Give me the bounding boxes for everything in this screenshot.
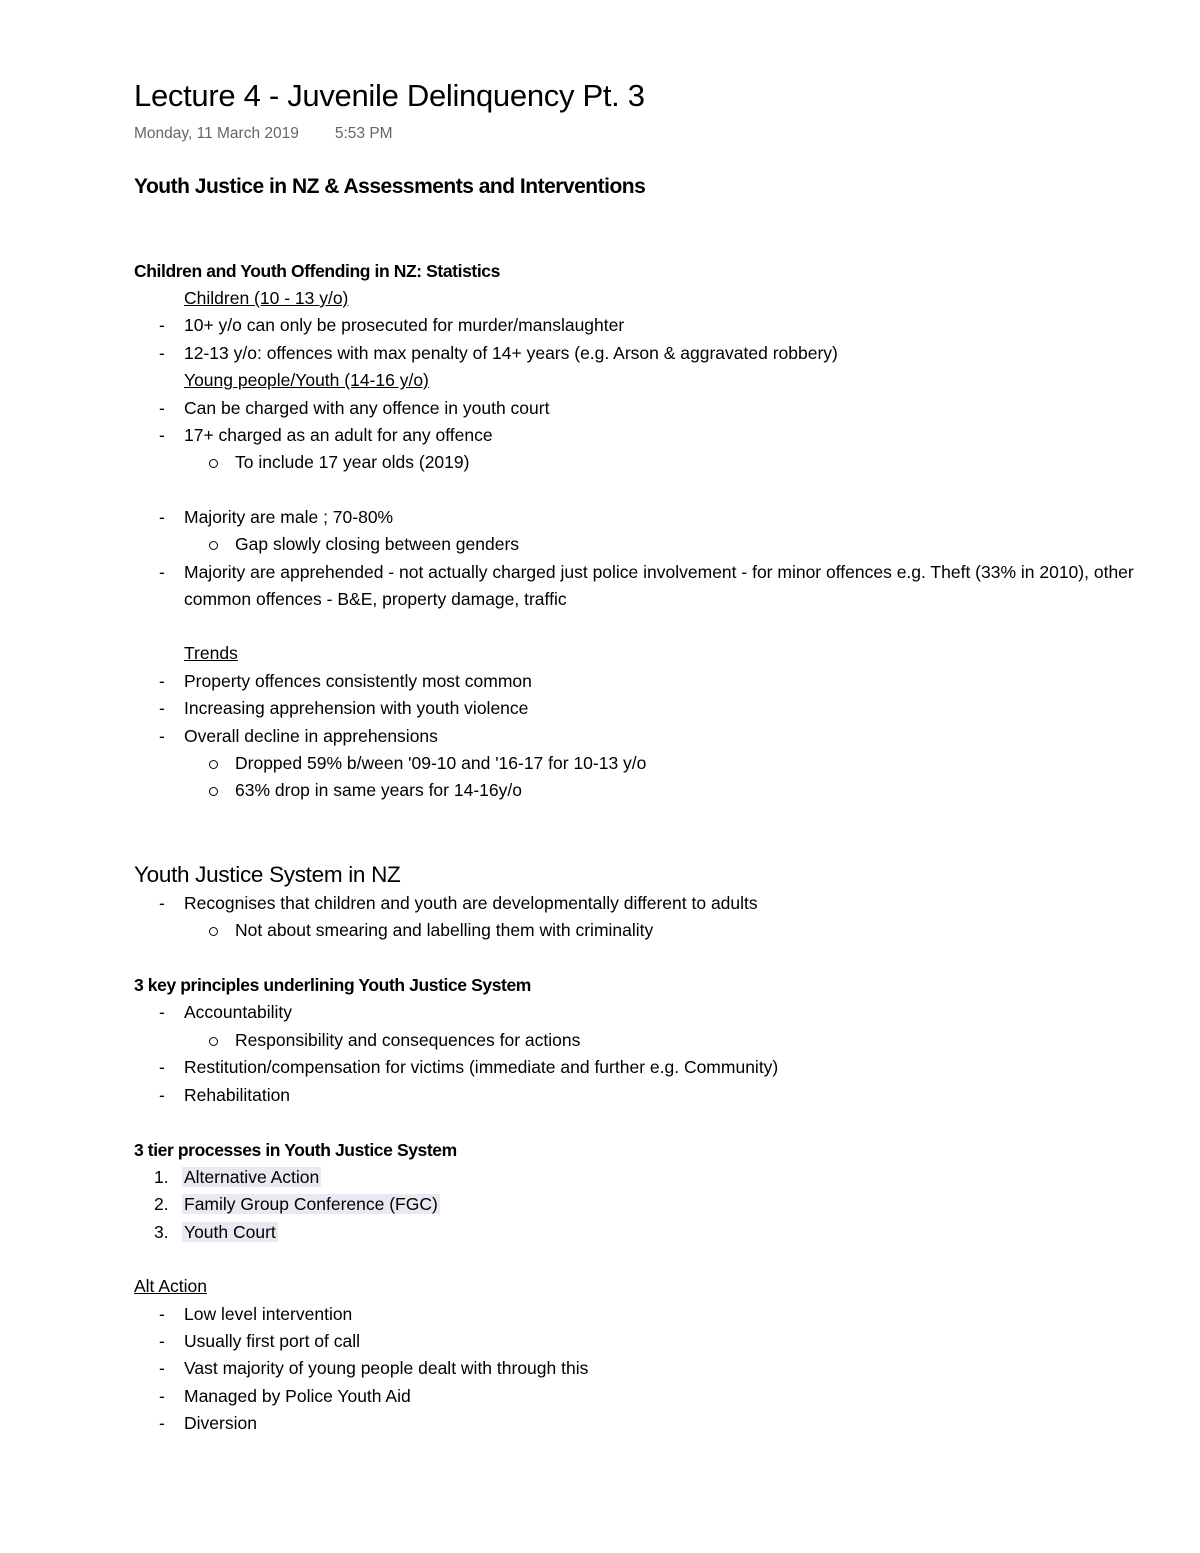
- list-item: - Managed by Police Youth Aid: [159, 1385, 411, 1406]
- list-item: - Usually first port of call: [159, 1330, 361, 1351]
- sub-list-item: 63% drop in same years for 14-16y/o: [134, 777, 1194, 804]
- page-title: Lecture 4 - Juvenile Delinquency Pt. 3: [134, 78, 645, 113]
- list-item: - Increasing apprehension with youth violence: [159, 698, 529, 719]
- list-item: - Recognises that children and youth are developmentally different to adults: [159, 892, 758, 913]
- stats-heading: Children and Youth Offending in NZ: Statistics: [134, 261, 500, 281]
- list-item: - Rehabilitation: [159, 1084, 291, 1105]
- note-subtitle: Youth Justice in NZ & Assessments and Interventions: [134, 175, 646, 198]
- numbered-item: 1. Alternative Action: [154, 1167, 320, 1188]
- note-date: Monday, 11 March 2019: [134, 125, 299, 142]
- list-item: - Accountability: [159, 1002, 292, 1023]
- sub-list-item: To include 17 year olds (2019): [134, 449, 1194, 476]
- children-subheading: Children (10 - 13 y/o): [184, 288, 349, 308]
- list-item: - Majority are apprehended - not actually charged just police involvement - for minor offences e.g. Theft (33% in 2010), other common offences - B&E, property damage, traffic: [159, 561, 1134, 609]
- note-time: 5:53 PM: [334, 125, 393, 142]
- list-item: - Property offences consistently most common: [159, 670, 532, 691]
- list-item: - 17+ charged as an adult for any offence: [159, 424, 493, 445]
- list-item: - Majority are male ; 70-80%: [159, 506, 394, 527]
- principles-heading: 3 key principles underlining Youth Justice System: [134, 975, 531, 996]
- youth-subheading: Young people/Youth (14-16 y/o): [184, 370, 429, 391]
- note-timestamp: [134, 122, 1194, 146]
- tiers-heading: 3 tier processes in Youth Justice System: [134, 1140, 457, 1161]
- system-heading: Youth Justice System in NZ: [134, 861, 401, 887]
- list-item: - 10+ y/o can only be prosecuted for murder/manslaughter: [159, 315, 625, 336]
- trends-subheading: Trends: [184, 643, 238, 664]
- list-item: - 12-13 y/o: offences with max penalty of 14+ years (e.g. Arson & aggravated robbery): [159, 342, 838, 363]
- list-item: - Diversion: [159, 1413, 257, 1434]
- sub-list-item: Responsibility and consequences for actions: [134, 1027, 1194, 1054]
- list-item: - Vast majority of young people dealt with through this: [159, 1358, 589, 1379]
- list-item: - Low level intervention: [159, 1303, 353, 1324]
- list-item: - Can be charged with any offence in youth court: [159, 397, 550, 418]
- numbered-item: 3. Youth Court: [154, 1221, 276, 1242]
- sub-list-item: Not about smearing and labelling them with criminality: [134, 917, 1194, 944]
- alt-action-heading: Alt Action: [134, 1276, 207, 1297]
- list-item: - Restitution/compensation for victims (immediate and further e.g. Community): [159, 1057, 779, 1078]
- list-item: - Overall decline in apprehensions: [159, 725, 438, 746]
- note-page: [134, 74, 1194, 1438]
- numbered-item: 2. Family Group Conference (FGC): [154, 1194, 438, 1215]
- sub-list-item: Dropped 59% b/ween '09-10 and '16-17 for 10-13 y/o: [134, 750, 1194, 777]
- sub-list-item: Gap slowly closing between genders: [134, 531, 1194, 558]
